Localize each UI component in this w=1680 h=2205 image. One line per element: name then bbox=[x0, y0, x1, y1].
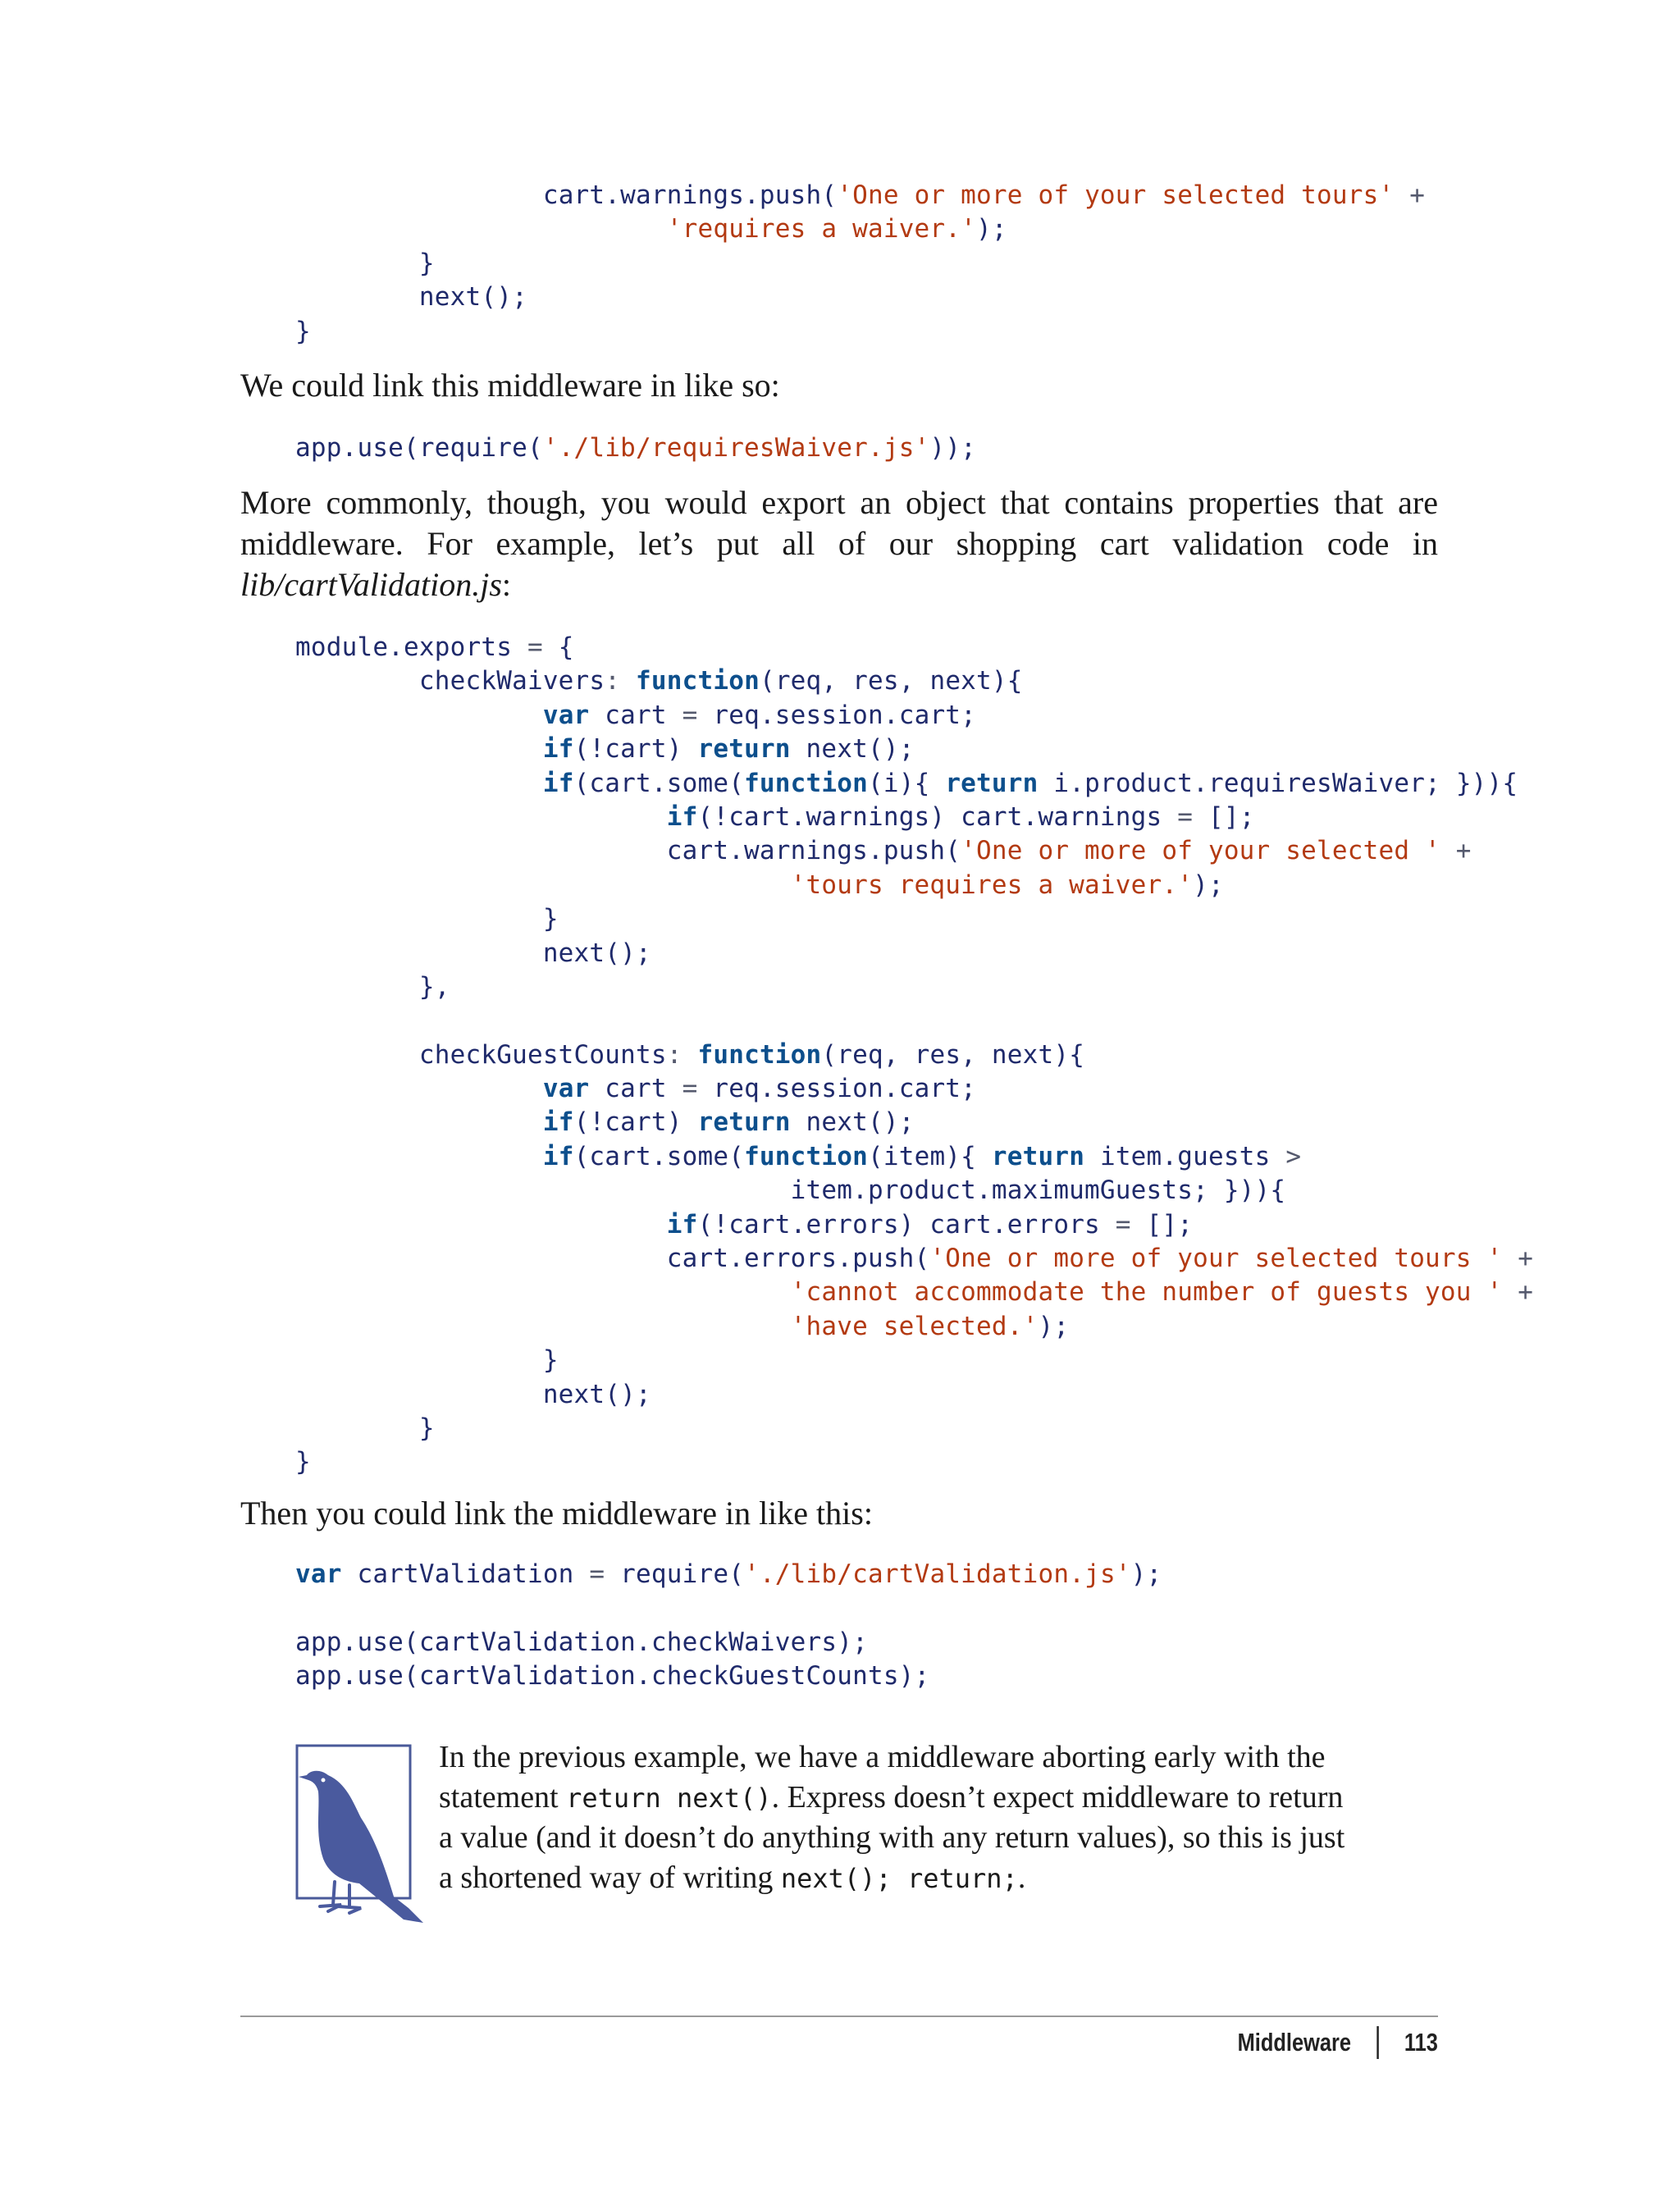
code-line: cart.errors.push('One or more of your selected tours ' + bbox=[295, 1244, 1534, 1274]
paragraph-export-text: More commonly, though, you would export an object that contains properties that are middleware. For example, let’s put all of our shopping cart validation code in bbox=[240, 484, 1438, 562]
code-line: module.exports = { bbox=[295, 632, 574, 662]
footer-divider bbox=[240, 2016, 1438, 2017]
footer-separator bbox=[1376, 2026, 1378, 2059]
paragraph-export-colon: : bbox=[501, 566, 512, 603]
note-text-part-3: . bbox=[1017, 1860, 1026, 1895]
code-line: if(cart.some(function(i){ return i.product.requiresWaiver; })){ bbox=[542, 768, 1518, 798]
code-line: var cartValidation = require('./lib/cartValidation.js'); bbox=[295, 1559, 1162, 1589]
bird-icon bbox=[295, 1744, 427, 1924]
code-line: item.product.maximumGuests; })){ bbox=[295, 1176, 1286, 1206]
code-line: 'tours requires a waiver.'); bbox=[790, 870, 1224, 900]
note-callout bbox=[295, 1737, 1411, 1918]
note-text-part-1: In the previous example, we have a middleware aborting early with the statement bbox=[439, 1740, 1326, 1815]
code-line: if(!cart) return next(); bbox=[542, 734, 915, 765]
code-line: app.use(require('./lib/requiresWaiver.js')); bbox=[295, 433, 977, 463]
code-line: app.use(cartValidation.checkWaivers); bbox=[295, 1627, 868, 1657]
code-line: next(); bbox=[295, 938, 651, 968]
page-footer bbox=[1238, 2026, 1438, 2059]
code-block-module-exports bbox=[295, 631, 1533, 1480]
code-line: var cart = req.session.cart; bbox=[542, 700, 977, 730]
code-line: }, bbox=[295, 971, 450, 1002]
code-line: if(!cart) return next(); bbox=[542, 1107, 915, 1138]
code-line: var cart = req.session.cart; bbox=[542, 1074, 977, 1104]
code-line: 'have selected.'); bbox=[790, 1311, 1070, 1341]
paragraph-link-like-this: Then you could link the middleware in like this: bbox=[240, 1495, 873, 1532]
note-code-return-next: return next() bbox=[566, 1782, 772, 1814]
code-line: } bbox=[295, 1447, 311, 1477]
paragraph-link-middleware: We could link this middleware in like so: bbox=[240, 367, 780, 404]
code-line: } bbox=[295, 248, 435, 278]
code-line: cart.warnings.push('One or more of your selected tours' + bbox=[542, 180, 1426, 210]
code-line bbox=[295, 1004, 1533, 1038]
code-line: 'requires a waiver.'); bbox=[666, 214, 1007, 244]
code-line: next(); bbox=[295, 1379, 651, 1409]
paragraph-export-object bbox=[240, 482, 1438, 605]
code-line: } bbox=[295, 316, 311, 346]
code-line: if(!cart.warnings) cart.warnings = []; bbox=[666, 801, 1255, 832]
note-text bbox=[439, 1737, 1358, 1898]
code-line: app.use(cartValidation.checkGuestCounts); bbox=[295, 1661, 930, 1691]
code-line: cart.warnings.push('One or more of your selected ' + bbox=[295, 836, 1472, 866]
footer-section-title: Middleware bbox=[1237, 2028, 1352, 2057]
code-line: } bbox=[295, 1413, 435, 1443]
code-line: if(!cart.errors) cart.errors = []; bbox=[666, 1209, 1194, 1239]
code-block-app-use bbox=[295, 431, 976, 465]
code-block-top bbox=[295, 179, 1425, 349]
code-block-cart-validation bbox=[295, 1558, 1162, 1694]
page-number: 113 bbox=[1404, 2028, 1438, 2057]
code-line: } bbox=[295, 1345, 559, 1376]
code-line: 'cannot accommodate the number of guests you ' + bbox=[790, 1277, 1534, 1308]
code-line: } bbox=[295, 904, 559, 934]
note-code-next-return: next(); return; bbox=[780, 1862, 1018, 1894]
code-line: next(); bbox=[295, 282, 527, 313]
code-line bbox=[295, 1591, 1162, 1625]
code-line: checkWaivers: function(req, res, next){ bbox=[295, 666, 1023, 696]
code-line: checkGuestCounts: function(req, res, next){ bbox=[295, 1039, 1085, 1070]
code-line: if(cart.some(function(item){ return item.guests > bbox=[542, 1141, 1302, 1171]
filename-cart-validation: lib/cartValidation.js bbox=[240, 566, 502, 603]
note-text-part-2: . Express doesn’t expect middleware to return a value (and it doesn’t do anything with any return values), so this is just a shortened way of writing bbox=[439, 1779, 1345, 1895]
